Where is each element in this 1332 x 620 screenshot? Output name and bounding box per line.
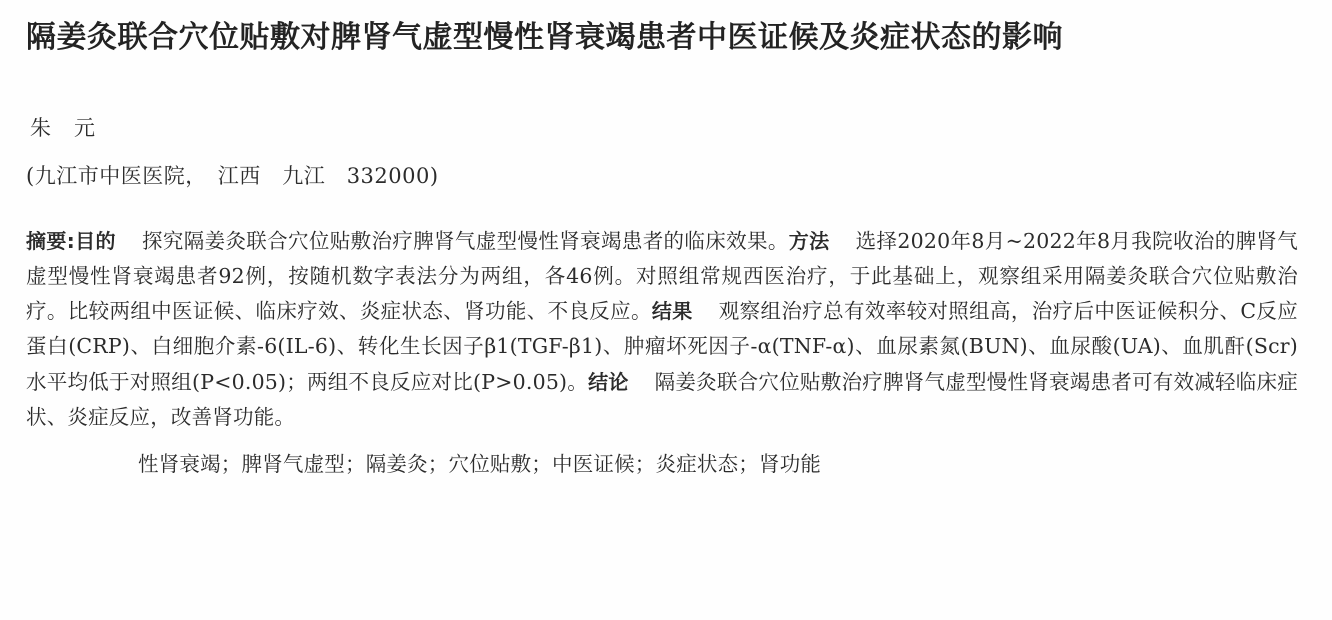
affiliation-line: (九江市中医医院， 江西 九江 332000) [26,163,439,188]
objective-text: 探究隔姜灸联合穴位贴敷治疗脾肾气虚型慢性肾衰竭患者的临床效果。 [141,228,789,253]
conclusion-label: 结论 [588,369,629,394]
methods-label: 方法 [788,228,830,253]
keywords-line: 性肾衰竭；脾肾气虚型；隔姜灸；穴位贴敷；中医证候；炎症状态；肾功能 [138,452,822,476]
author-line [26,112,1302,142]
methods-text: 选择2020年8月~2022年8月我院收治的脾肾气虚型慢性肾衰竭患者92例，按随机数字表法分为两组，各46例。对照组常规西医治疗，于此基础上，观察组采用隔姜灸联合穴位贴敷治疗。比较两组中医证候、临床疗效、炎症状态、肾功能、不良反应。 [26,228,1298,323]
conclusion-text: 隔姜灸联合穴位贴敷治疗脾肾气虚型慢性肾衰竭患者可有效减轻临床症状、炎症反应，改善肾功能。 [26,369,1298,429]
objective-label: 目的 [74,228,116,253]
abstract-paragraph [26,224,1298,436]
author-name: 朱 元 [30,115,96,140]
abstract-label: 摘要: [26,228,75,253]
results-label: 结果 [651,299,693,323]
results-text: 观察组治疗总有效率较对照组高，治疗后中医证候积分、C反应蛋白(CRP)、白细胞介素-6(IL-6)、转化生长因子β1(TGF-β1)、肿瘤坏死因子-α(TNF-α)、血尿素氮(BUN)、血尿酸(UA)、血肌酐(Scr)水平均低于对照组(P<0.05)；两组不良反应对比(P>0.05)。 [26,299,1298,394]
page-title: 隔姜灸联合穴位贴敷对脾肾气虚型慢性肾衰竭患者中医证候及炎症状态的影响 [26,20,1063,55]
